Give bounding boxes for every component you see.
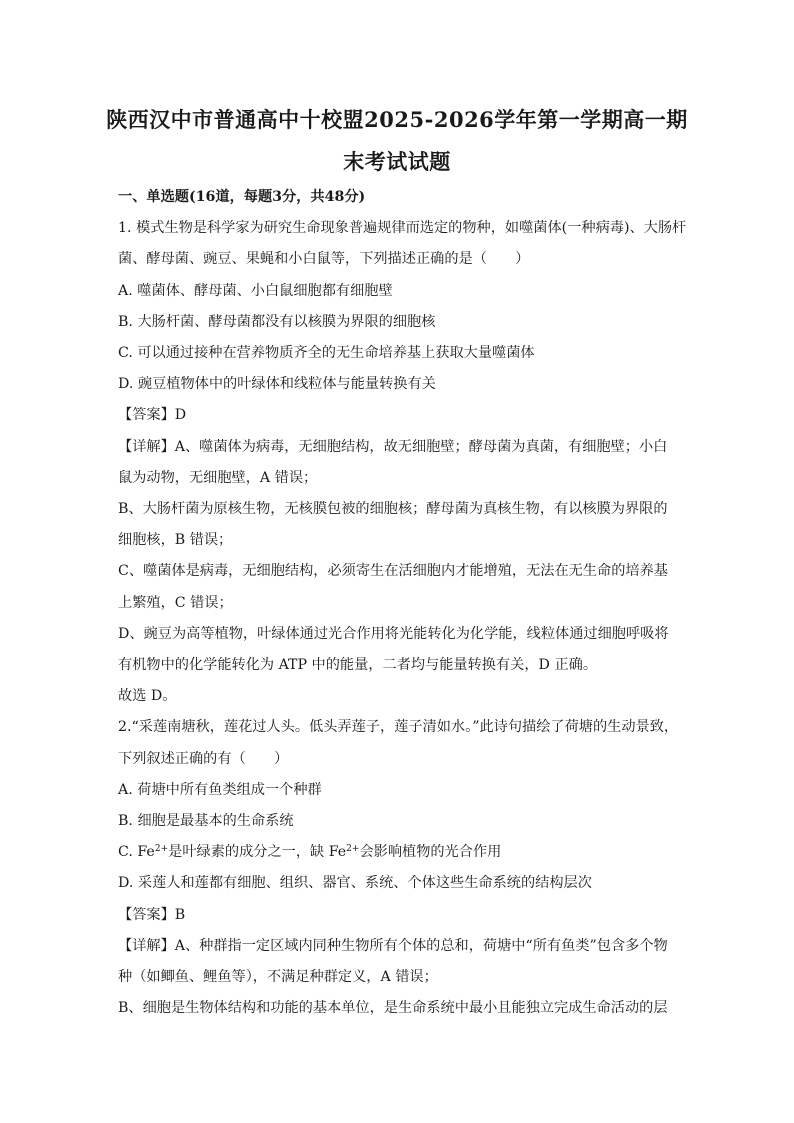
q1-explain-3: B、大肠杆菌为原核生物，无核膜包被的细胞核；酵母菌为真核生物，有以核膜为界限的 (118, 501, 668, 517)
q1-explain-4: 细胞核，B 错误； (118, 532, 233, 548)
q1-option-a: A. 噬菌体、酵母菌、小白鼠细胞都有细胞壁 (118, 283, 393, 299)
exam-title-line1: 陕西汉中市普通高中十校盟2025-2026学年第一学期高一期 (106, 107, 688, 132)
q1-explain-5: C、噬菌体是病毒，无细胞结构，必须寄生在活细胞内才能增殖，无法在无生命的培养基 (118, 563, 668, 579)
q1-option-d: D. 豌豆植物体中的叶绿体和线粒体与能量转换有关 (118, 376, 436, 392)
q2-explain-1: 【详解】A、种群指一定区域内同种生物所有个体的总和，荷塘中“所有鱼类”包含多个物 (118, 938, 668, 954)
q2-explain-3: B、细胞是生物体结构和功能的基本单位，是生命系统中最小且能独立完成生命活动的层 (118, 1000, 668, 1016)
q1-explain-1: 【详解】A、噬菌体为病毒，无细胞结构，故无细胞壁；酵母菌为真菌，有细胞壁；小白 (118, 439, 668, 455)
q1-option-b: B. 大肠杆菌、酵母菌都没有以核膜为界限的细胞核 (118, 314, 436, 330)
section-heading: 一、单选题(16道，每题3分，共48分) (118, 189, 366, 205)
q2-option-d: D. 采莲人和莲都有细胞、组织、器官、系统、个体这些生命系统的结构层次 (118, 875, 592, 891)
q1-answer: 【答案】D (118, 407, 187, 423)
q2-option-c-sup2: 2+ (346, 844, 360, 854)
q1-explain-8: 有机物中的化学能转化为 ATP 中的能量，二者均与能量转换有关，D 正确。 (118, 657, 598, 673)
q1-conclusion: 故选 D。 (118, 688, 177, 704)
q2-option-c-part2: 是叶绿素的成分之一，缺 Fe (168, 844, 347, 860)
q2-option-a: A. 荷塘中所有鱼类组成一个种群 (118, 782, 322, 798)
q2-option-c-part1: C. Fe (118, 844, 155, 860)
q1-stem-line2: 菌、酵母菌、豌豆、果蝇和小白鼠等，下列描述正确的是（ ） (118, 251, 530, 267)
q2-option-c-part3: 会影响植物的光合作用 (359, 844, 502, 860)
exam-title-line2: 末考试试题 (343, 149, 451, 174)
q2-explain-2: 种（如鲫鱼、鲤鱼等），不满足种群定义，A 错误； (118, 969, 438, 985)
q2-stem-line2: 下列叙述正确的有（ ） (118, 751, 289, 767)
q2-option-c (118, 841, 501, 861)
q2-option-c-sup1: 2+ (154, 844, 169, 854)
q1-stem-line1: 1. 模式生物是科学家为研究生命现象普遍规律而选定的物种，如噬菌体(一种病毒)、大肠杆 (118, 220, 687, 236)
q1-option-c: C. 可以通过接种在营养物质齐全的无生命培养基上获取大量噬菌体 (118, 345, 535, 361)
q2-answer: 【答案】B (118, 907, 186, 923)
q1-explain-2: 鼠为动物，无细胞壁，A 错误； (118, 470, 318, 486)
q1-explain-7: D、豌豆为高等植物，叶绿体通过光合作用将光能转化为化学能，线粒体通过细胞呼吸将 (118, 626, 669, 642)
q1-explain-6: 上繁殖，C 错误； (118, 595, 233, 611)
q2-option-b: B. 细胞是最基本的生命系统 (118, 813, 294, 829)
q2-stem-line1: 2.“采莲南塘秋，莲花过人头。低头弄莲子，莲子清如水。”此诗句描绘了荷塘的生动景致， (118, 719, 679, 735)
